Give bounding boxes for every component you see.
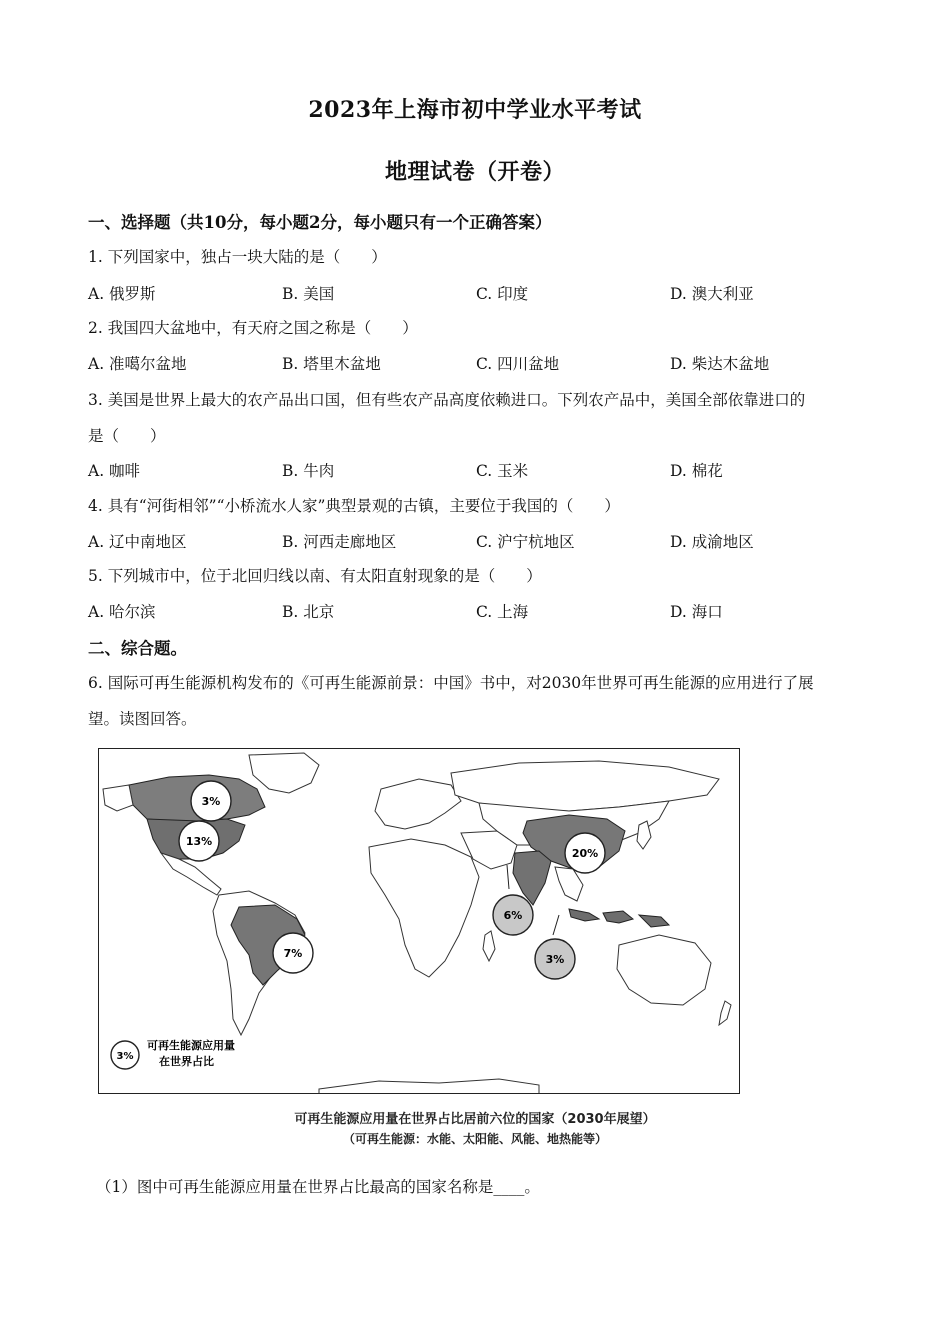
china-marker — [565, 833, 605, 873]
usa-marker — [179, 821, 219, 861]
section-1-heading: 一、选择题（共10分，每小题2分，每小题只有一个正确答案） — [88, 213, 552, 232]
question-4: 4. 具有“河街相邻”“小桥流水人家”典型景观的古镇，主要位于我国的（ ） — [88, 497, 620, 515]
section-2-heading: 二、综合题。 — [88, 639, 187, 658]
brazil-marker — [273, 933, 313, 973]
option-b: B. 北京 — [282, 603, 335, 621]
exam-subtitle: 地理试卷（开卷） — [384, 159, 565, 185]
usa-value: 13% — [185, 835, 213, 848]
option-d: D. 海口 — [670, 603, 723, 621]
question-3-line-1: 3. 美国是世界上最大的农产品出口国，但有些农产品高度依赖进口。下列农产品中，美国全部依靠进口的 — [88, 391, 806, 409]
question-5: 5. 下列城市中，位于北回归线以南、有太阳直射现象的是（ ） — [88, 567, 542, 585]
option-d: D. 柴达木盆地 — [670, 355, 770, 373]
legend-symbol-value: 3% — [116, 1051, 134, 1062]
option-c: C. 玉米 — [476, 462, 529, 480]
option-d: D. 成渝地区 — [670, 533, 754, 551]
option-c: C. 上海 — [476, 603, 529, 621]
indonesia-value: 3% — [545, 953, 565, 966]
india-value: 6% — [503, 909, 523, 922]
option-c: C. 沪宁杭地区 — [476, 533, 575, 551]
map-caption-note: （可再生能源：水能、太阳能、风能、地热能等） — [342, 1132, 607, 1146]
legend-line-2: 在世界占比 — [159, 1055, 214, 1068]
exam-title: 2023年上海市初中学业水平考试 — [308, 97, 642, 123]
option-c: C. 四川盆地 — [476, 355, 560, 373]
question-3-line-2: 是（ ） — [88, 427, 166, 445]
option-a: A. 俄罗斯 — [88, 285, 156, 303]
canada-value: 3% — [201, 795, 221, 808]
question-2: 2. 我国四大盆地中，有天府之国之称是（ ） — [88, 319, 418, 337]
question-5-options — [88, 600, 868, 622]
option-b: B. 牛肉 — [282, 462, 335, 480]
option-b: B. 河西走廊地区 — [282, 533, 397, 551]
option-a: A. 咖啡 — [88, 462, 141, 480]
brazil-value: 7% — [283, 947, 303, 960]
option-a: A. 辽中南地区 — [88, 533, 187, 551]
option-d: D. 棉花 — [670, 462, 723, 480]
india-marker — [493, 895, 533, 935]
canada-marker — [191, 781, 231, 821]
indonesia-marker — [535, 939, 575, 979]
option-b: B. 塔里木盆地 — [282, 355, 381, 373]
question-6-line-1: 6. 国际可再生能源机构发布的《可再生能源前景：中国》书中，对2030年世界可再生能源的应用进行了展 — [88, 674, 814, 692]
world-map-svg — [99, 749, 740, 1094]
question-6-line-2: 望。读图回答。 — [88, 710, 197, 728]
question-4-options — [88, 530, 868, 552]
option-c: C. 印度 — [476, 285, 529, 303]
legend-line-1: 可再生能源应用量 — [147, 1039, 235, 1052]
map-caption: 可再生能源应用量在世界占比居前六位的国家（2030年展望） — [294, 1112, 656, 1127]
question-1-options — [88, 282, 868, 304]
option-d: D. 澳大利亚 — [670, 285, 754, 303]
world-map-figure — [98, 748, 740, 1094]
option-a: A. 准噶尔盆地 — [88, 355, 187, 373]
question-3-options — [88, 459, 868, 481]
question-1: 1. 下列国家中，独占一块大陆的是（ ） — [88, 248, 387, 266]
option-b: B. 美国 — [282, 285, 335, 303]
question-2-options — [88, 352, 868, 374]
option-a: A. 哈尔滨 — [88, 603, 156, 621]
sub-question-1: （1）图中可再生能源应用量在世界占比最高的国家名称是____。 — [96, 1178, 540, 1196]
china-value: 20% — [571, 847, 599, 860]
